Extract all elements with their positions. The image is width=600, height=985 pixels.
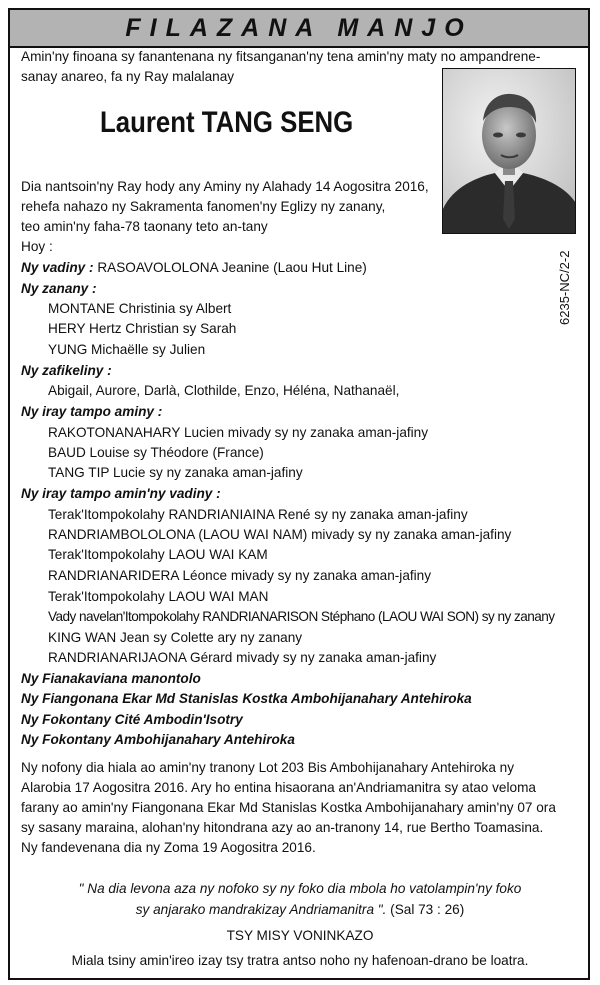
funeral-line: Alarobia 17 Aogositra 2016. Ary ho entina hisaorana an'Andriamanitra sy atao veloma [21, 780, 536, 795]
spouse-family-item: Terak'Itompokolahy LAOU WAI MAN [48, 589, 269, 604]
quote-reference: (Sal 73 : 26) [390, 902, 465, 917]
spouse-family-item: RANDRIANARIJAONA Gérard mivady sy ny zanaka aman-jafiny [48, 650, 437, 665]
notice-header [10, 10, 588, 48]
spouse-family-item: RANDRIANARIDERA Léonce mivady sy ny zanaka aman-jafiny [48, 568, 432, 583]
spouse-family-item: Terak'Itompokolahy LAOU WAI KAM [48, 547, 268, 562]
child-item: MONTANE Christinia sy Albert [48, 301, 232, 316]
child-item: YUNG Michaëlle sy Julien [48, 342, 206, 357]
death-line-1: Dia nantsoin'ny Ray hody any Aminy ny Alahady 14 Aogositra 2016, [21, 179, 429, 194]
group-line: Ny Fokontany Ambohijanahary Antehiroka [21, 732, 295, 747]
family-label: Ny iray tampo aminy : [21, 404, 163, 419]
funeral-line: farany ao amin'ny Fiangonana Ekar Md Stanislas Kostka Ambohijanahary amin'ny 07 ora [21, 800, 556, 815]
quote-text: sy anjarako mandrakizay Andriamanitra ". [135, 902, 387, 917]
portrait-image [443, 69, 576, 234]
quote-line-2 [20, 900, 580, 920]
portrait-photo [442, 68, 576, 234]
family-item: BAUD Louise sy Théodore (France) [48, 445, 264, 460]
grandchildren-value: Abigail, Aurore, Darlà, Clothilde, Enzo, Héléna, Nathanaël, [48, 383, 400, 398]
children-label: Ny zanany : [21, 281, 97, 296]
funeral-line: Ny fandevenana dia ny Zoma 19 Aogositra 2016. [21, 840, 316, 855]
death-line-3: teo amin'ny faha-78 taonany teto an-tany [21, 219, 268, 234]
grandchildren-label: Ny zafikeliny : [21, 363, 112, 378]
spouse-value: RASOAVOLOLONA Jeanine (Laou Hut Line) [97, 260, 367, 275]
no-flowers-notice: TSY MISY VONINKAZO [226, 928, 374, 943]
spouse-family-item: KING WAN Jean sy Colette ary ny zanany [48, 630, 303, 645]
spouse-family-item: Terak'Itompokolahy RANDRIANIAINA René sy ny zanaka aman-jafiny [48, 507, 468, 522]
funeral-line: Ny nofony dia hiala ao amin'ny tranony Lot 203 Bis Ambohijanahary Antehiroka ny [21, 760, 515, 775]
ad-reference: 6235-NC/2-2 [557, 250, 572, 325]
spouse-family-label: Ny iray tampo amin'ny vadiny : [21, 486, 221, 501]
deceased-name: Laurent TANG SENG [100, 106, 354, 139]
spouse-family-item: Vady navelan'Itompokolahy RANDRIANARISON Stéphano (LAOU WAI SON) sy ny zanany [48, 609, 555, 624]
child-item: HERY Hertz Christian sy Sarah [48, 321, 237, 336]
spouse-label: Ny vadiny : [21, 260, 94, 275]
apology-notice: Miala tsiny amin'ireo izay tsy tratra antso noho ny hafenoan-drano be loatra. [71, 953, 529, 968]
group-line: Ny Fianakaviana manontolo [21, 671, 201, 686]
family-item: TANG TIP Lucie sy ny zanaka aman-jafiny [48, 465, 303, 480]
funeral-line: sy sasany maraina, alohan'ny hitondrana azy ao an-tranony 14, rue Bertho Toamasina. [21, 820, 544, 835]
notice-title: FILAZANA MANJO [125, 13, 473, 42]
quote-line-1: " Na dia levona aza ny nofoko sy ny foko dia mbola ho vatolampin'ny foko [78, 881, 522, 896]
family-item: RAKOTONANAHARY Lucien mivady sy ny zanaka aman-jafiny [48, 425, 429, 440]
death-line-4: Hoy : [21, 239, 53, 254]
group-line: Ny Fokontany Cité Ambodin'Isotry [21, 712, 243, 727]
group-line: Ny Fiangonana Ekar Md Stanislas Kostka Ambohijanahary Antehiroka [21, 691, 472, 706]
death-line-2: rehefa nahazo ny Sakramenta fanomen'ny Eglizy ny zanany, [21, 199, 386, 214]
intro-line-2: sanay anareo, fa ny Ray malalanay [21, 69, 235, 84]
spouse-family-item: RANDRIAMBOLOLONA (LAOU WAI NAM) mivady sy ny zanaka aman-jafiny [48, 527, 512, 542]
spouse-line [21, 258, 367, 278]
intro-line-1: Amin'ny finoana sy fanantenana ny fitsanganan'ny tena amin'ny maty no ampandrene- [21, 49, 541, 64]
